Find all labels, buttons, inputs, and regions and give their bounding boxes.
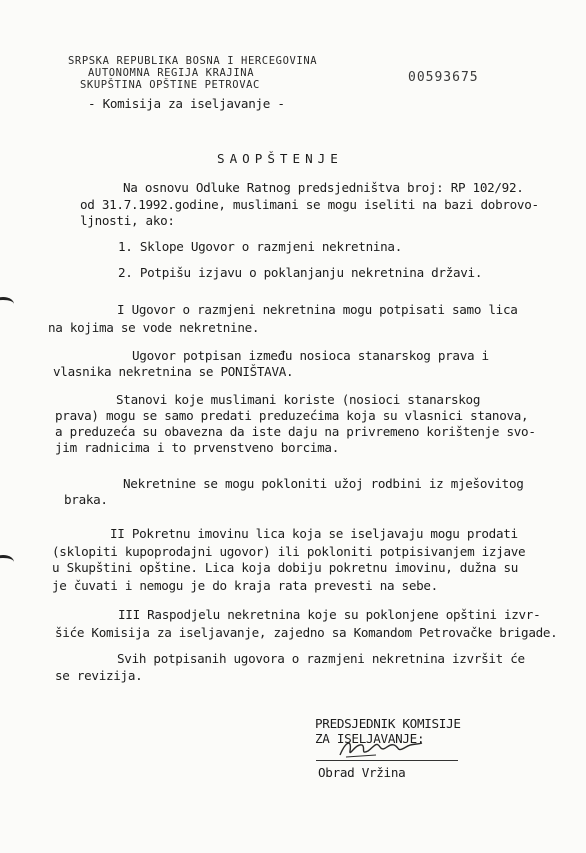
header-assembly: SKUPŠTINA OPŠTINE PETROVAC [80,79,260,91]
body-line: šiće Komisija za iseljavanje, zajedno sa Komandom Petrovačke brigade. [55,625,558,640]
signatory-title: PREDSJEDNIK KOMISIJE [315,716,461,731]
body-line: a preduzeća su obavezna da iste daju na privremeno korištenje svo- [55,424,536,439]
body-line: Nekretnine se mogu pokloniti užoj rodbini iz mješovitog [123,476,524,491]
punch-hole-mark [0,555,14,569]
header-commission: - Komisija za iseljavanje - [88,96,285,111]
body-line: je čuvati i nemogu je do kraja rata prevesti na sebe. [52,578,438,593]
body-line: I Ugovor o razmjeni nekretnina mogu potpisati samo lica [117,302,518,317]
list-item: 1. Sklope Ugovor o razmjeni nekretnina. [118,239,403,254]
body-line: Stanovi koje muslimani koriste (nosioci stanarskog [116,392,481,407]
body-line: vlasnika nekretnina se PONIŠTAVA. [53,364,294,379]
document-title: SAOPŠTENJE [217,151,343,166]
body-line: Ugovor potpisan između nosioca stanarskog prava i [132,348,489,363]
body-line: u Skupštini opštine. Lica koja dobiju pokretnu imovinu, dužna su [52,560,519,575]
header-region: AUTONOMNA REGIJA KRAJINA [88,67,255,79]
body-line: Svih potpisanih ugovora o razmjeni nekretnina izvršit će [117,651,525,666]
document-number: 00593675 [408,70,479,85]
header-republic: SRPSKA REPUBLIKA BOSNA I HERCEGOVINA [68,55,318,67]
body-line: Na osnovu Odluke Ratnog predsjedništva broj: RP 102/92. [123,180,524,195]
signatory-title-2: ZA ISELJAVANJE: [315,731,425,746]
body-line: od 31.7.1992.godine, muslimani se mogu iseliti na bazi dobrovo- [80,197,539,212]
body-line: ljnosti, ako: [80,213,175,228]
body-line: II Pokretnu imovinu lica koja se iseljavaju mogu prodati [110,526,518,541]
punch-hole-mark [0,297,14,311]
body-line: se revizija. [55,668,143,683]
body-line: III Raspodjelu nekretnina koje su poklonjene opštini izvr- [118,607,541,622]
signature-line [316,760,458,761]
signatory-name: Obrad Vržina [318,765,406,780]
body-line: braka. [64,492,108,507]
list-item: 2. Potpišu izjavu o poklanjanju nekretnina državi. [118,265,483,280]
body-line: prava) mogu se samo predati preduzećima koja su vlasnici stanova, [55,408,529,423]
body-line: jim radnicima i to prvenstveno borcima. [55,440,340,455]
body-line: na kojima se vode nekretnine. [48,320,260,335]
handwritten-signature [336,733,428,763]
body-line: (sklopiti kupoprodajni ugovor) ili pokloniti potpisivanjem izjave [52,544,526,559]
